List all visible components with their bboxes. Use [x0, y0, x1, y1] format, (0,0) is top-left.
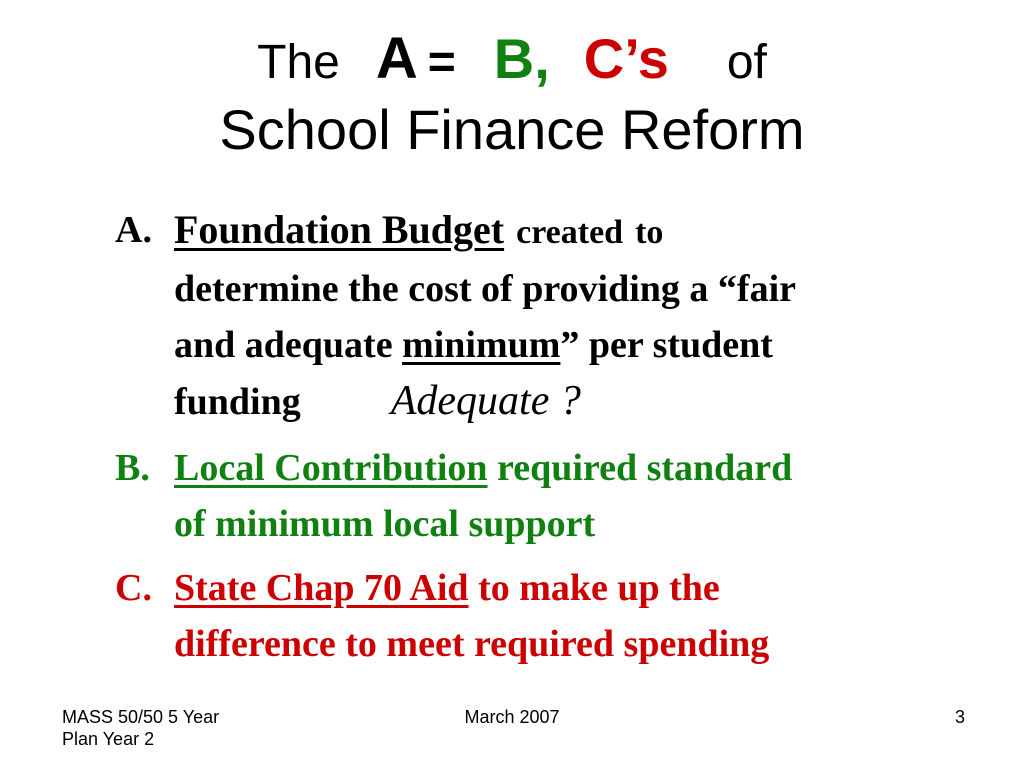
title-letter-c: C’s — [583, 27, 669, 90]
footer-date: March 2007 — [464, 707, 560, 727]
item-c-line-1 — [174, 560, 964, 616]
item-text: to make up the — [468, 567, 720, 609]
title-equals: = — [427, 36, 456, 89]
item-a-line-3 — [174, 317, 964, 373]
item-heading: State Chap 70 Aid — [174, 567, 469, 609]
slide-title — [0, 26, 1024, 161]
list-marker: A. — [115, 209, 152, 251]
item-emphasis-minimum: minimum — [402, 324, 561, 366]
item-heading: Foundation Budget — [174, 207, 505, 252]
footer-left-line-1: MASS 50/50 5 Year — [62, 707, 220, 727]
item-c-line-2: difference to meet required spending — [174, 623, 770, 665]
item-a-line-2: determine the cost of providing a “fair — [174, 268, 796, 310]
list-marker: B. — [115, 447, 150, 489]
title-letter-b: B, — [493, 27, 550, 90]
list-item-body — [174, 440, 964, 552]
footer-presentation-name — [62, 706, 302, 750]
item-text: created — [516, 214, 624, 251]
footer-left-line-2: Plan Year 2 — [62, 729, 155, 749]
title-word-of: of — [726, 36, 767, 89]
list-item-body — [174, 202, 964, 430]
item-a-line-1 — [174, 202, 964, 261]
item-text: and adequate — [174, 324, 403, 366]
item-heading: Local Contribution — [174, 447, 488, 489]
item-b-line-1 — [174, 440, 964, 496]
title-letter-a: A — [375, 26, 418, 91]
item-a-line-4 — [174, 373, 964, 430]
title-line-2: School Finance Reform — [219, 98, 805, 161]
item-text: to — [635, 214, 664, 251]
title-word-the: The — [257, 36, 340, 89]
item-text: required standard — [487, 447, 793, 489]
item-b-line-2: of minimum local support — [174, 503, 596, 545]
item-text: ” per student — [560, 324, 773, 366]
list-marker: C. — [115, 567, 152, 609]
slide-number: 3 — [954, 707, 965, 727]
item-text: funding — [174, 381, 301, 423]
list-item-body — [174, 560, 964, 672]
title-line-1 — [0, 26, 1024, 100]
annotation-adequate: Adequate ? — [390, 378, 581, 424]
